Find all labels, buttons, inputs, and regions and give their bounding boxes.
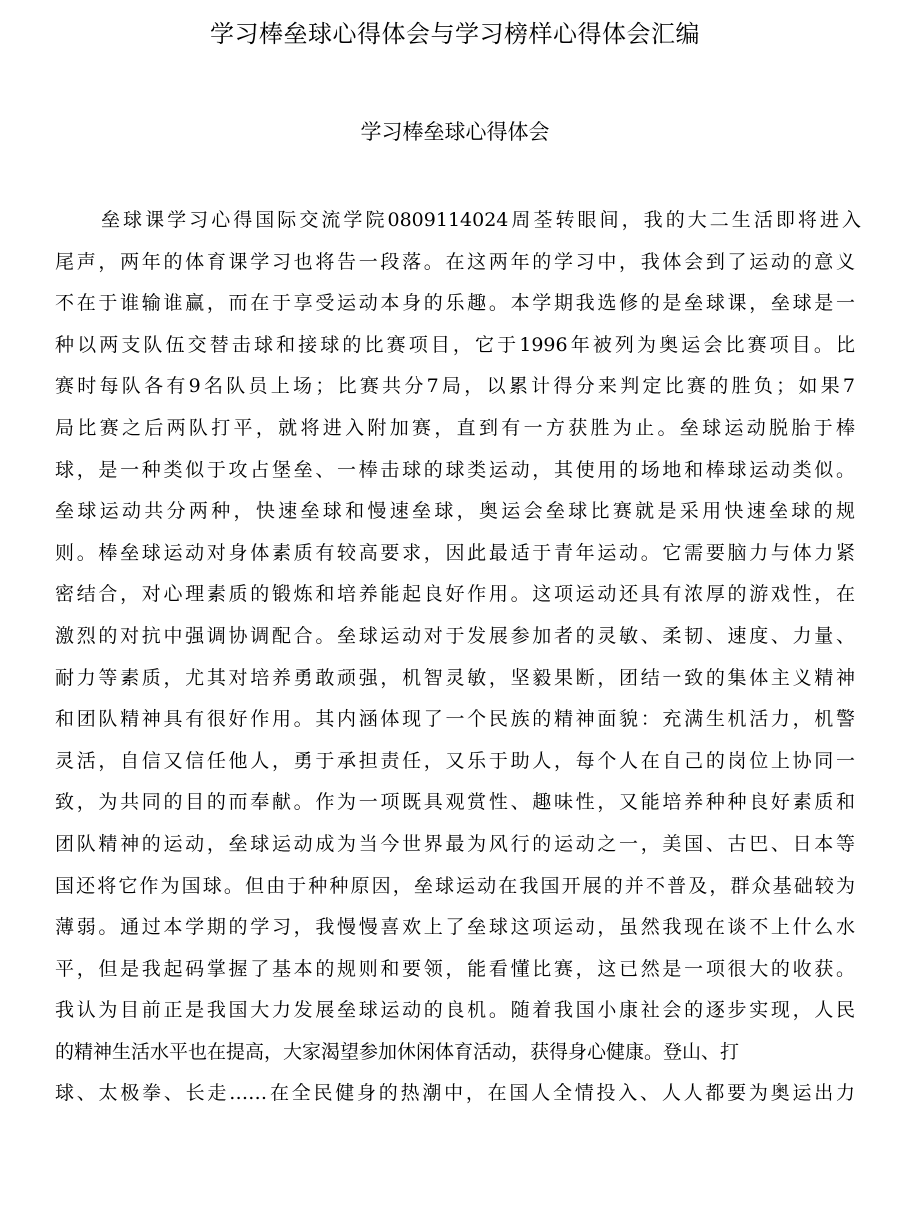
body-paragraph — [55, 200, 861, 1115]
text-line: 赛时每队各有9名队员上场；比赛共分7局，以累计得分来判定比赛的胜负；如果7 — [55, 375, 855, 398]
text-line: 灵活，自信又信任他人，勇于承担责任，又乐于助人，每个人在自己的岗位上协同一 — [55, 749, 855, 772]
text-line: 不在于谁输谁赢，而在于享受运动本身的乐趣。本学期我选修的是垒球课，垒球是一 — [55, 292, 855, 315]
text-line: 平，但是我起码掌握了基本的规则和要领，能看懂比赛，这已然是一项很大的收获。 — [55, 957, 855, 980]
text-line: 垒球运动共分两种，快速垒球和慢速垒球，奥运会垒球比赛就是采用快速垒球的规 — [55, 500, 855, 523]
text-line: 薄弱。通过本学期的学习，我慢慢喜欢上了垒球这项运动，虽然我现在谈不上什么水 — [55, 916, 855, 939]
text-line: 尾声，两年的体育课学习也将告一段落。在这两年的学习中，我体会到了运动的意义 — [55, 250, 855, 273]
text-line: 耐力等素质，尤其对培养勇敢顽强，机智灵敏，坚毅果断，团结一致的集体主义精神 — [55, 666, 855, 689]
text-line: 我认为目前正是我国大力发展垒球运动的良机。随着我国小康社会的逐步实现，人民 — [55, 999, 855, 1022]
text-line: 局比赛之后两队打平，就将进入附加赛，直到有一方获胜为止。垒球运动脱胎于棒 — [55, 416, 855, 439]
text-line: 国还将它作为国球。但由于种种原因，垒球运动在我国开展的并不普及，群众基础较为 — [55, 874, 855, 897]
text-line: 致，为共同的目的而奉献。作为一项既具观赏性、趣味性，又能培养种种良好素质和 — [55, 791, 855, 814]
section-title: 学习棒垒球心得体会 — [360, 120, 550, 144]
text-line: 团队精神的运动，垒球运动成为当今世界最为风行的运动之一，美国、古巴、日本等 — [55, 832, 855, 855]
text-line: 球、太极拳、长走……在全民健身的热潮中，在国人全情投入、人人都要为奥运出力 — [55, 1082, 855, 1105]
text-line: 种以两支队伍交替击球和接球的比赛项目，它于1996年被列为奥运会比赛项目。比 — [55, 333, 855, 356]
text-line: 球，是一种类似于攻占堡垒、一棒击球的球类运动，其使用的场地和棒球运动类似。 — [55, 458, 855, 481]
text-line: 的精神生活水平也在提高，大家渴望参加休闲体育活动，获得身心健康。登山、打 — [55, 1040, 740, 1063]
text-line: 和团队精神具有很好作用。其内涵体现了一个民族的精神面貌：充满生机活力，机警 — [55, 708, 855, 731]
text-line: 激烈的对抗中强调协调配合。垒球运动对于发展参加者的灵敏、柔韧、速度、力量、 — [55, 624, 855, 647]
text-line: 则。棒垒球运动对身体素质有较高要求，因此最适于青年运动。它需要脑力与体力紧 — [55, 541, 855, 564]
document-title: 学习棒垒球心得体会与学习榜样心得体会汇编 — [210, 20, 700, 48]
text-line: 垒球课学习心得国际交流学院0809114024周荃转眼间，我的大二生活即将进入 — [101, 209, 861, 231]
text-line: 密结合，对心理素质的锻炼和培养能起良好作用。这项运动还具有浓厚的游戏性，在 — [55, 583, 855, 606]
